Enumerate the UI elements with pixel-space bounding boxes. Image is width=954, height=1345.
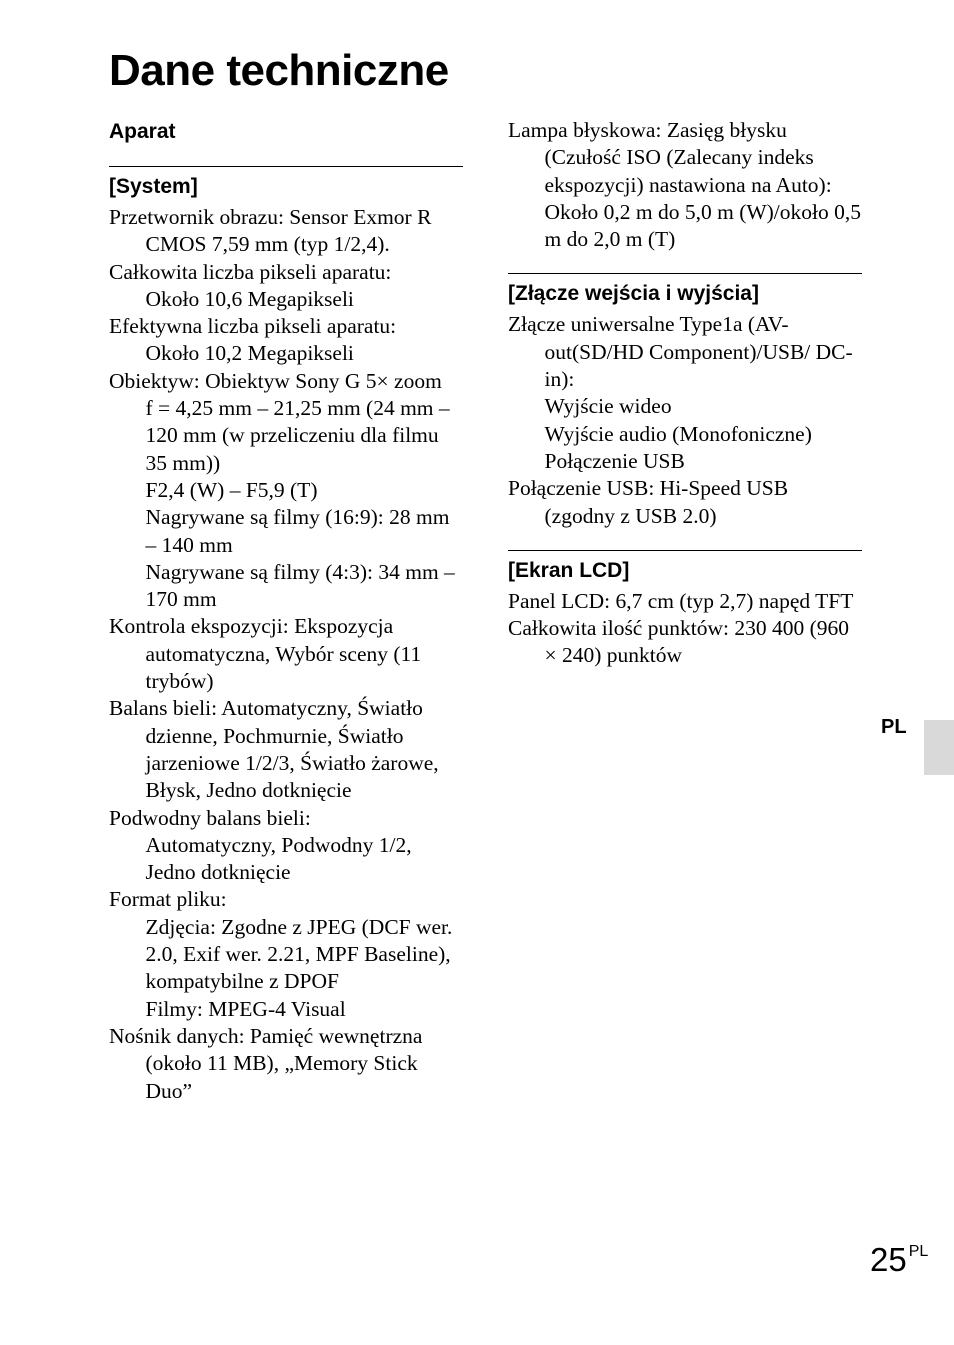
spec-entry-text: Format pliku: (109, 887, 227, 912)
spec-entry (508, 475, 862, 530)
page-number-suffix: PL (908, 1243, 929, 1260)
spec-entry-detail: Zdjęcia: Zgodne z JPEG (DCF wer. 2.0, Exif wer. 2.21, MPF Baseline), kompatybilne z DPOF (145, 914, 453, 994)
connectors-spec-list (508, 311, 862, 529)
page-number-value: 25 (870, 1241, 907, 1278)
spec-entry-text: Całkowita ilość punktów: 230 400 (960 × 240) punktów (508, 616, 849, 668)
spec-entry-text: Połączenie USB: Hi-Speed USB (zgodny z USB 2.0) (508, 476, 789, 528)
spec-entry-text: Obiektyw: Obiektyw Sony G 5× zoom (109, 368, 442, 393)
spec-entry (508, 117, 862, 253)
spec-entry-detail: Wyjście audio (Monofoniczne) (544, 421, 812, 446)
spec-entry-detail: f = 4,25 mm – 21,25 mm (24 mm – 120 mm (w przeliczeniu dla filmu 35 mm)) (145, 396, 450, 475)
spec-entry-text: Przetwornik obrazu: Sensor Exmor R CMOS 7,59 mm (typ 1/2,4). (109, 205, 432, 257)
spec-entry-text: Balans bieli: Automatyczny, Światło dzienne, Pochmurnie, Światło jarzeniowe 1/2/3, Światło żarowe, Błysk, Jedno dotknięcie (109, 696, 439, 803)
section-title-lcd: [Ekran LCD] (508, 558, 630, 582)
spec-entry (508, 588, 862, 615)
spec-entry (109, 313, 463, 368)
spec-entry-detail: Filmy: MPEG-4 Visual (145, 996, 346, 1021)
spec-entry (109, 1023, 463, 1105)
spec-entry-text: Złącze uniwersalne Type1a (AV-out(SD/HD Component)/USB/ DC-in): (508, 312, 853, 392)
spec-entry-detail: Automatyczny, Podwodny 1/2, Jedno dotknięcie (145, 832, 412, 885)
left-column (109, 117, 463, 1105)
spec-entry-text: Całkowita liczba pikseli aparatu: (109, 259, 392, 284)
language-tab-label: PL (881, 716, 907, 738)
spec-entry-text: Panel LCD: 6,7 cm (typ 2,7) napęd TFT (508, 588, 854, 613)
spec-entry (508, 311, 862, 475)
spec-entry-detail: Około 10,6 Megapikseli (145, 286, 354, 311)
spec-entry-text: Kontrola ekspozycji: Ekspozycja automatyczna, Wybór sceny (11 trybów) (109, 614, 422, 694)
spec-entry-detail: Około 10,2 Megapikseli (145, 341, 354, 366)
spec-entry-text: Lampa błyskowa: Zasięg błysku (Czułość ISO (Zalecany indeks ekspozycji) nastawiona na Auto): (508, 118, 832, 197)
section-divider (508, 550, 862, 551)
spec-entry-detail: Połączenie USB (544, 448, 685, 473)
spec-entry-text: Efektywna liczba pikseli aparatu: (109, 314, 397, 339)
spec-entry-text: Nośnik danych: Pamięć wewnętrzna (około 11 MB), „Memory Stick Duo” (109, 1023, 423, 1103)
language-tab-marker (924, 720, 954, 775)
page-title: Dane techniczne (109, 46, 449, 95)
page-number (870, 1232, 928, 1280)
spec-entry (109, 805, 463, 887)
spec-entry (109, 886, 463, 1022)
system-spec-list (109, 204, 463, 1105)
spec-entry (109, 613, 463, 695)
spec-entry-text: Podwodny balans bieli: (109, 805, 311, 830)
section-title-system: [System] (109, 175, 198, 198)
spec-entry (508, 615, 862, 670)
spec-entry-detail: F2,4 (W) – F5,9 (T) (145, 477, 318, 502)
lcd-spec-list (508, 588, 862, 670)
spec-entry-detail: Nagrywane są filmy (16:9): 28 mm – 140 mm (145, 505, 450, 557)
flash-spec-list (508, 117, 862, 253)
spec-entry-detail: Nagrywane są filmy (4:3): 34 mm – 170 mm (145, 559, 455, 612)
section-divider (109, 166, 463, 167)
section-subtitle: Aparat (109, 120, 176, 143)
spec-entry-detail: Wyjście wideo (544, 394, 672, 419)
spec-entry (109, 259, 463, 314)
section-divider (508, 273, 862, 274)
spec-entry (109, 368, 463, 614)
spec-entry (109, 204, 463, 259)
right-column (508, 117, 862, 670)
section-title-connectors: [Złącze wejścia i wyjścia] (508, 282, 759, 306)
spec-entry-detail: Około 0,2 m do 5,0 m (W)/około 0,5 m do 2,0 m (T) (544, 199, 862, 252)
spec-entry (109, 695, 463, 804)
